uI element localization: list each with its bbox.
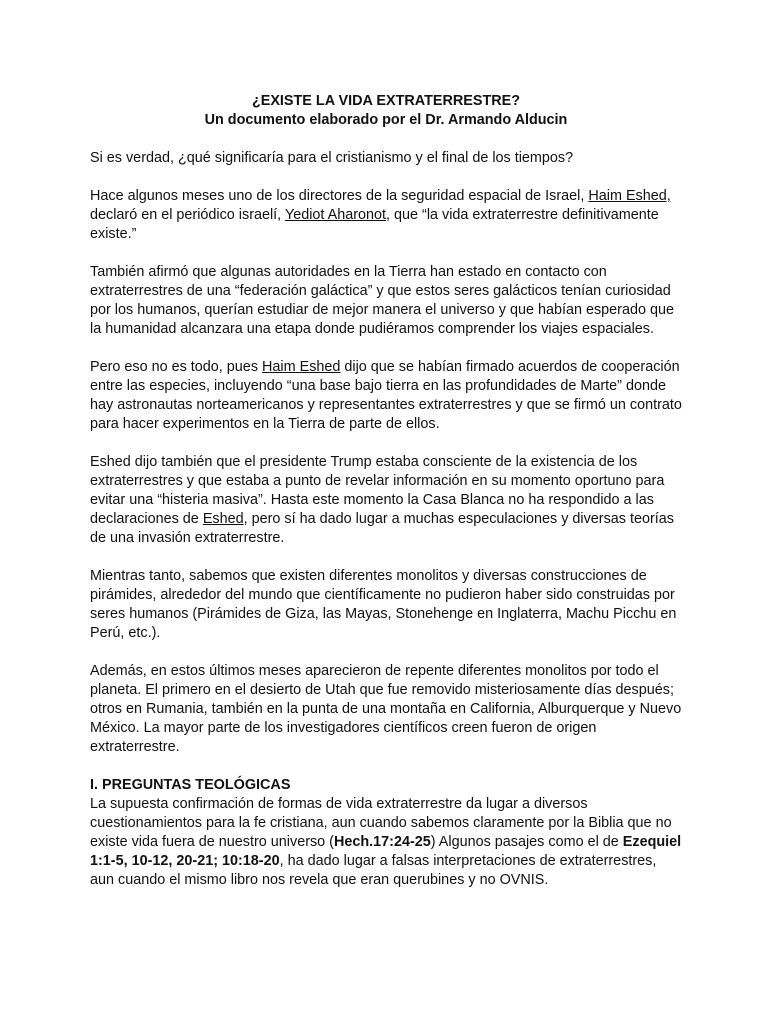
link-haim-eshed-2[interactable]: Haim Eshed: [262, 359, 341, 375]
section-theological-questions: [90, 776, 682, 890]
section-heading: I. PREGUNTAS TEOLÓGICAS: [90, 777, 291, 793]
link-yediot-aharonot[interactable]: Yediot Aharonot: [284, 207, 387, 223]
text-run: dijo que se habían firmado acuerdos de cooperación entre las especies, incluyendo “una base bajo tierra en las profundidades de Marte” donde hay astronautas norteamericanos y representantes extraterrestres y que se firmó un contrato para hacer experimentos en la Tierra de parte de ellos.: [90, 359, 682, 432]
text-run: declaró en el periódico israelí,: [90, 207, 285, 223]
text-run: Hace algunos meses uno de los directores de la seguridad espacial de Israel,: [90, 188, 589, 204]
text-run: ) Algunos pasajes como el de: [430, 834, 623, 850]
text-run: La supuesta confirmación de formas de vida extraterrestre da lugar a diversos cuestionamientos para la fe cristiana, aun cuando sabemos claramente por la Biblia que no existe vida fuera de nuestro universo (: [90, 796, 672, 850]
link-eshed[interactable]: Eshed: [202, 511, 244, 527]
paragraph-haim-eshed-statement: [90, 187, 682, 244]
document-page: [90, 92, 682, 890]
title-line-1: ¿EXISTE LA VIDA EXTRATERRESTRE?: [251, 93, 521, 109]
text-run: , que “la vida extraterrestre definitivamente existe.”: [90, 207, 659, 242]
text-run: , ha dado lugar a falsas interpretaciones de extraterrestres, aun cuando el mismo libro nos revela que eran querubines y no OVNIS.: [90, 853, 657, 888]
paragraph-recent-monoliths: Además, en estos últimos meses aparecieron de repente diferentes monolitos por todo el planeta. El primero en el desierto de Utah que fue removido misteriosamente días después; otros en Rumania, también en la punta de una montaña en California, Alburquerque y Nuevo México. La mayor parte de los investigadores científicos creen fueron de origen extraterrestre.: [90, 663, 682, 755]
text-run: Eshed dijo también que el presidente Trump estaba consciente de la existencia de los extraterrestres y que estaba a punto de revelar información en su momento oportuno para evitar una “histeria masiva”. Hasta este momento la Casa Blanca no ha respondido a las declaraciones de: [90, 454, 665, 527]
bible-reference-ezequiel: Ezequiel 1:1-5, 10-12, 20-21; 10:18-20: [90, 834, 682, 869]
document-title: [90, 92, 682, 130]
paragraph-trump-awareness: [90, 453, 682, 548]
paragraph-intro-question: Si es verdad, ¿qué significaría para el cristianismo y el final de los tiempos?: [90, 150, 574, 166]
paragraph-mars-base: [90, 358, 682, 434]
bible-reference-hechos: Hech.17:24-25: [333, 834, 431, 850]
title-subtitle: Un documento elaborado por el Dr. Armando Alducin: [204, 112, 568, 128]
paragraph-galactic-federation: También afirmó que algunas autoridades en la Tierra han estado en contacto con extraterrestres de una “federación galáctica” y que estos seres galácticos tenían curiosidad por los humanos, querían estudiar de mejor manera el universo y que habían esperado que la humanidad alcanzara una etapa donde pudiéramos comprender los viajes espaciales.: [90, 264, 674, 337]
paragraph-monoliths-pyramids: Mientras tanto, sabemos que existen diferentes monolitos y diversas construcciones de pirámides, alrededor del mundo que científicamente no pudieron haber sido construidas por seres humanos (Pirámides de Giza, las Mayas, Stonehenge en Inglaterra, Machu Picchu en Perú, etc.).: [90, 568, 677, 641]
text-run: , pero sí ha dado lugar a muchas especulaciones y diversas teorías de una invasión extraterrestre.: [90, 511, 674, 546]
text-run: Pero eso no es todo, pues: [90, 359, 263, 375]
section-body: [90, 795, 682, 890]
link-haim-eshed[interactable]: Haim Eshed,: [588, 188, 671, 204]
